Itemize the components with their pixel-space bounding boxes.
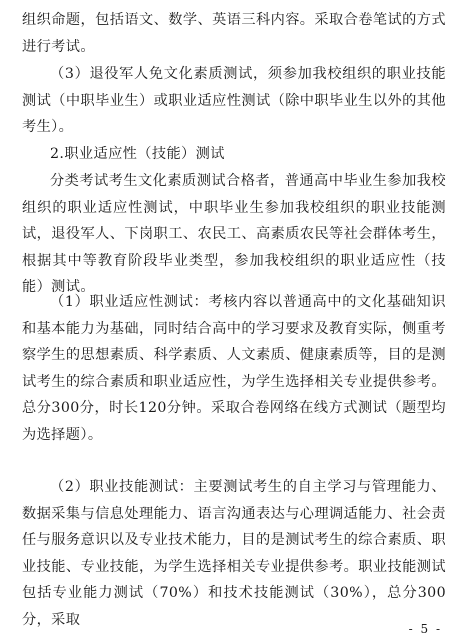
paragraph-veterans: （3）退役军人免文化素质测试，须参加我校组织的职业技能测试（中职毕业生）或职业适应性测试（除中职毕业生以外的其他考生）。 bbox=[22, 66, 446, 135]
paragraph-exam-format: 组织命题，包括语文、数学、英语三科内容。采取合卷笔试的方式进行考试。 bbox=[22, 12, 446, 55]
paragraph-skills-test: （2）职业技能测试：主要测试考生的自主学习与管理能力、数据采集与信息处理能力、语言沟通表达与心理调适能力、社会责任与服务意识以及专业技术能力，目的是测试考生的综合素质、职业技能、专业技能，为学生选择相关专业提供参考。职业技能测试包括专业能力测试（70%）和技术技能测试（30%），总分300分，采取 bbox=[22, 479, 446, 628]
page-number: - 5 - bbox=[408, 622, 442, 636]
paragraph-aptitude-test: （1）职业适应性测试：考核内容以普通高中的文化基础知识和基本能力为基础，同时结合高中的学习要求及教育实际，侧重考察学生的思想素质、科学素质、人文素质、健康素质等，目的是测试考生的综合素质和职业适应性，为学生选择相关专业提供参考。总分300分，时长120分钟。采取合卷网络在线方式测试（题型均为选择题）。 bbox=[22, 294, 446, 443]
paragraph-category-exam: 分类考试考生文化素质测试合格者，普通高中毕业生参加我校组织的职业适应性测试，中职毕业生参加我校组织的职业技能测试，退役军人、下岗职工、农民工、高素质农民等社会群体考生，根据其中等教育阶段毕业类型，参加我校组织的职业适应性（技能）测试。 bbox=[22, 173, 446, 295]
section-heading-aptitude-test: 2.职业适应性（技能）测试 bbox=[50, 146, 225, 162]
